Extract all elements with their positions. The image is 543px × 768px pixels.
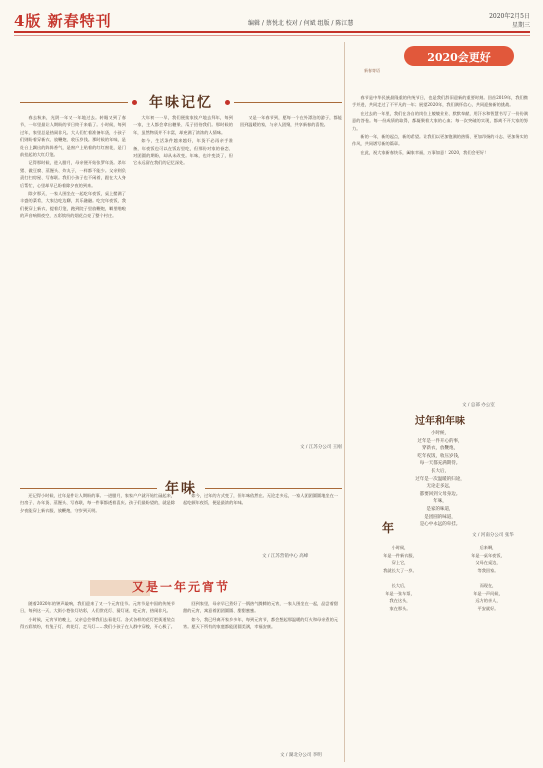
article1-col1: [20, 114, 126, 444]
poem1-line: 小时候，: [431, 431, 449, 436]
poem2-line: 年是一桌年夜饭，: [471, 552, 505, 558]
sidebar-para-3: 新的一年，新的起点，新的希望。让我们以更加饱满的热情、更加昂扬的斗志、更加务实的作风，共同谱写新的篇章。: [352, 134, 528, 147]
article2-para-1: 还记得小时候，过年是件让人期盼的事。一进腊月，家家户户就开始忙碌起来，扫房子、办年货、蒸馒头、写春联，每一件事都透着喜庆。孩子们最盼望的，就是除夕夜能穿上新衣服，放鞭炮，守岁到天明。: [20, 493, 175, 513]
poem1-line: 过年是一件开心的事，: [417, 438, 463, 444]
poem2-line: 长大后，: [391, 582, 409, 588]
poem2-line: [448, 574, 528, 582]
article1-col3: [240, 114, 342, 442]
article1-byline: 文 / 江苏分公司 王刚: [300, 445, 342, 450]
poem1-line: 穿新衣，放鞭炮，: [422, 446, 458, 452]
article2-byline: 文 / 江苏营销中心 高峰: [262, 554, 309, 559]
badge-subtitle: 新春寄语: [364, 68, 380, 73]
poem2-line: 等我回家。: [477, 567, 499, 573]
article3-header: [20, 578, 342, 595]
poem2-line: 年是一张车票，: [385, 590, 415, 596]
poem2-line: 父母在桌边，: [475, 560, 501, 566]
article1-para-4: 大年初一一早，我们便挨家挨户地去拜年，每到一家，主人都会拿出糖果、瓜子招待我们。那时候的年，虽然物质并不丰富，却充满了浓浓的人情味。: [133, 115, 233, 135]
poem1-title: 过年和年味: [415, 416, 465, 427]
issue-date: [489, 12, 530, 30]
article1-para-6: 又是一年春节到，愿每一个在外漂泊的游子，都能回到温暖的家，与亲人团聚，共享新春的喜悦。: [240, 115, 342, 128]
sidebar-para-1: 春节是中华民族最隆重的传统节日，也是我们辞旧迎新的重要时刻。回首2019年，我们携手并进，共同走过了不平凡的一年；展望2020年，我们满怀信心，共同迎接新的挑战。: [352, 95, 528, 108]
poem1-body: [360, 430, 520, 529]
title-rule-right: [205, 488, 342, 489]
article3-para-4: 如今，我已经离开家乡多年，每到元宵节，都会想起那温暖的灯火和母亲煮的元宵。愿天下所有的家庭都能团圆美满，幸福安康。: [183, 616, 338, 630]
sidebar-para-2: 在过去的一年里，我们在各自的岗位上兢兢业业、默默奉献，用汗水和智慧书写了一份份满意的答卷。每一份成绩的取得，都凝聚着大家的心血；每一次突破的实现，都离不开大家的努力。: [352, 110, 528, 131]
article3-para-2: 小时候，元宵节的晚上，父亲总会带我们去看花灯。各式各样的花灯把街道装点得五彩缤纷，有兔子灯、荷花灯、走马灯……我们小孩子在人群中穿梭，开心极了。: [20, 616, 175, 630]
poem2-line: 家在那头。: [389, 605, 411, 611]
poem2-line: 年是一声问候，: [473, 590, 503, 596]
column-divider: [344, 42, 345, 762]
poem2-title: 年: [382, 521, 395, 535]
poem2-line: [360, 574, 440, 582]
poem2-line: 后来啊，: [479, 545, 497, 550]
poem2-line: 我就长大了一岁。: [383, 567, 417, 573]
article2-col1: [20, 492, 175, 552]
title-rule-left: [20, 102, 128, 103]
article2-title: 年味: [165, 481, 197, 497]
masthead-rule: [14, 31, 530, 33]
poem1-line: 都要回到父母身边。: [419, 491, 461, 497]
section-title: 4版 新春特刊: [14, 12, 112, 30]
article3-title: 又是一年元宵节: [131, 580, 230, 594]
poem2-col2: [448, 544, 528, 612]
poem1-line: 是家的味道，: [426, 506, 454, 512]
article3-col2: [183, 600, 338, 750]
poem1-line: 吃年夜饭，收压岁钱，: [417, 453, 463, 459]
masthead-rule-thin: [14, 35, 530, 36]
poem2-line: 小时候，: [391, 545, 409, 550]
article1-title: 年味记忆: [149, 95, 213, 111]
weekday-text: 星期三: [511, 22, 530, 29]
article1-para-5: 如今，生活条件越来越好，年货不必再亲手准备，年夜饭也可以在饭店里吃，但那份对家的眷恋、对团圆的期盼，却从未改变。年味，也许变淡了，但它永远留在我们的记忆深处。: [133, 138, 233, 166]
poem1-line: 年味，: [433, 499, 447, 505]
poem2-col1: [360, 544, 440, 612]
article3-byline: 文 / 湖北分公司 李明: [280, 753, 322, 758]
sidebar-badge: [344, 42, 530, 84]
editors-line: 编辑 / 蔡悦北 校对 / 何斌 组版 / 陈江慧: [248, 20, 354, 27]
date-text: 2020年2月5日: [489, 13, 530, 20]
poem2-line: 我在这头，: [389, 598, 411, 604]
article2-para-2: 如今，过年的方式变了，但年味依然在。无论走多远，一家人团团圆圆地坐在一起吃顿年夜饭，便是最浓的年味。: [183, 493, 338, 506]
title-rule-right: [234, 102, 342, 103]
poem1-line: 是团圆的味道，: [424, 514, 456, 520]
poem2-line: 年是一件新衣服，: [383, 552, 417, 558]
article3-col1: [20, 600, 175, 756]
poem1-line: 长大后，: [431, 468, 449, 474]
article1-para-1: 春去秋来，光阴一年又一年地过去。转眼又到了春节，一年里最让人期盼的节日终于来临了。小时候，每到过年，家里总是热闹非凡。大人们忙着准备年货，小孩子们则盼着穿新衣、放鞭炮、收压岁钱。那时候的年味，是灶台上飘出的阵阵香气，是窗户上贴着的红红窗花，是门前挂起的大红灯笼。: [20, 115, 126, 158]
badge-title: 2020会更好: [427, 51, 491, 64]
article1-col2: [133, 114, 233, 444]
poem2-line: 穿上它，: [391, 560, 409, 566]
sidebar-body: [352, 94, 528, 402]
article1-para-3: 除夕那天，一家人围坐在一起吃年夜饭，桌上摆满了丰盛的菜肴，大家边吃边聊，其乐融融。吃完年夜饭，我们便穿上新衣，提着灯笼，跑到院子里放鞭炮，噼里啪啦的声音响彻夜空，五彩缤纷的烟花点亮了整个村庄。: [20, 191, 126, 219]
article1-header: [20, 92, 342, 112]
poem1-line: 每一天都充满期待。: [419, 461, 461, 467]
poem2-line: 而现在，: [479, 582, 497, 588]
sidebar-byline: 文 / 总部 办公室: [462, 403, 495, 408]
article1-para-2: 记得那时候，进入腊月，母亲便开始张罗年货。杀年猪、做豆腐、蒸馒头、炸丸子，一样都不能少。父亲则负责打扫房屋、写春联。我们小孩子也不闲着，跟在大人身后帮忙，心里却早已盼着除夕夜的到来。: [20, 160, 126, 188]
article3-para-1: 随着2020年的钟声敲响，我们迎来了又一个元宵佳节。元宵节是中国的传统节日，每到这一天，大街小巷张灯结彩，人们赏花灯、猜灯谜、吃元宵，热闹非凡。: [20, 601, 175, 614]
article2-col2: [183, 492, 338, 552]
poem1-line: 无论走多远，: [426, 484, 454, 490]
poem1-line: 过年是一次温暖的归途，: [415, 476, 465, 482]
title-dot-right: [225, 100, 230, 105]
poem2-line: 平安就好。: [477, 605, 499, 611]
article3-para-3: 回到家里，母亲早已煮好了一锅热气腾腾的元宵，一家人围坐在一起，品尝着甜甜的元宵，寓意着团团圆圆、甜甜蜜蜜。: [183, 601, 338, 614]
poem2-line: 远方的亲人，: [475, 598, 501, 604]
poem1-byline: 文 / 河南分公司 张华: [472, 533, 514, 538]
sidebar-para-4: 在此，祝大家新春快乐，阖家幸福，万事如意！2020，我们会更好！: [360, 149, 489, 155]
title-dot-left: [132, 100, 137, 105]
poem1-line: 是心中永远的牵挂。: [419, 522, 461, 528]
title-rule-left: [20, 488, 157, 489]
